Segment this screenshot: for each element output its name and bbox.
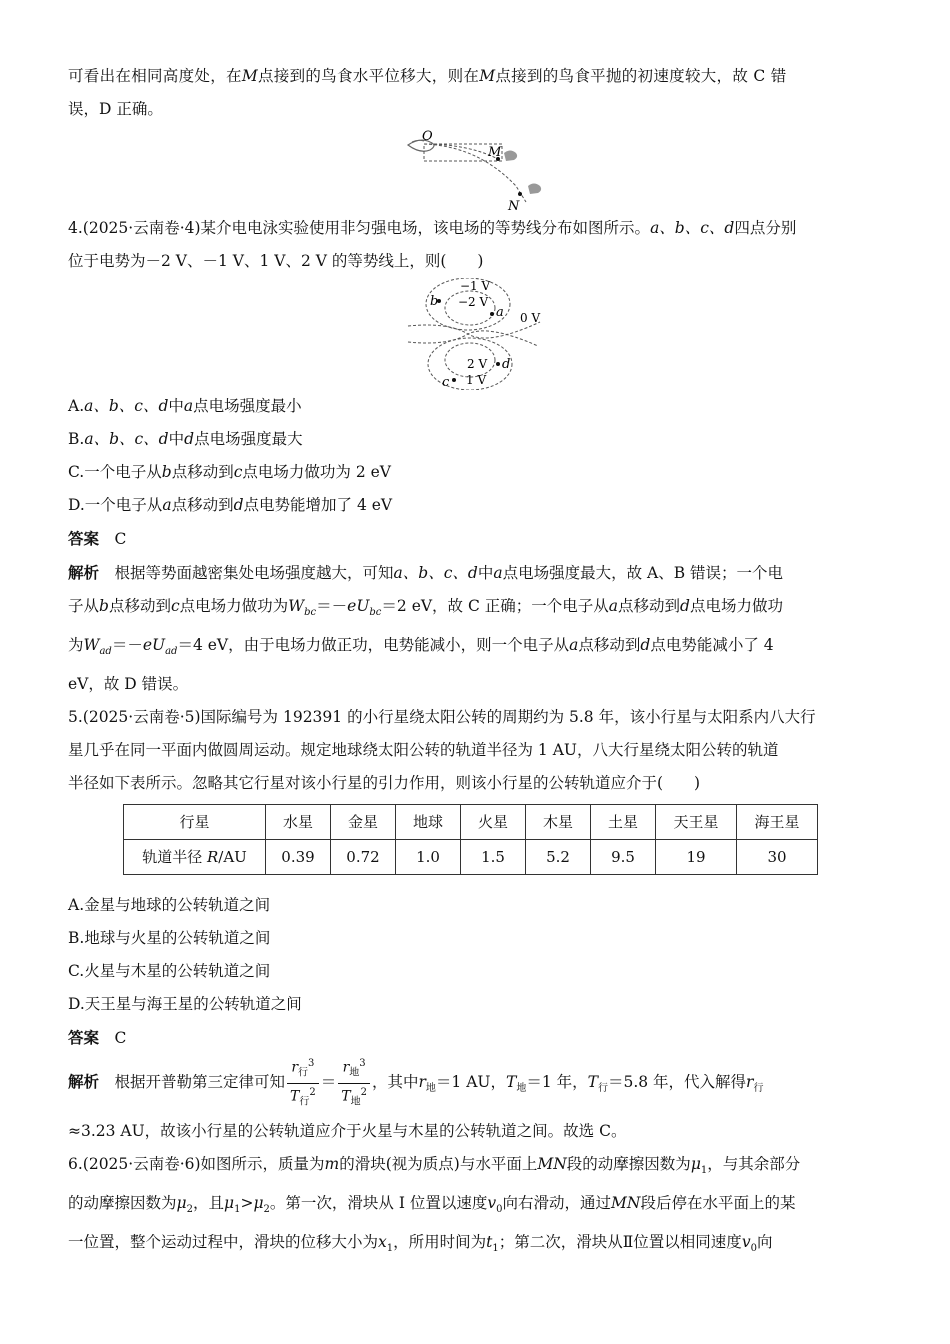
table-row [124,840,818,875]
q4-explanation-line-3: 为$W_{ad}=-eU_{ad}=4$ eV，由于电场力做正功，电势能减小，则一个电子从a点移动到d点电势能减小了 4 [68,636,774,658]
equipotential-figure [68,278,884,390]
label-2v: 2 V [467,357,488,371]
q4-option-c: C.一个电子从b点移动到c点电场力做功为 2 eV [68,463,391,481]
q5-answer: 答案 C [68,1028,127,1048]
q4-stem-line-1: 4.(2025·云南卷·4)某介电电泳实验使用非匀强电场，该电场的等势线分布如图所示。a、b、c、d四点分别 [68,219,797,237]
table-row-label: 轨道半径 R/AU [124,840,266,875]
kepler-fraction-left: $\frac{r_行^3}{T_行^2}$ [287,1055,319,1111]
table-cell: 19 [656,840,737,875]
label-o: O [422,129,433,144]
q4-answer: 答案 C [68,529,127,548]
table-cell: 1.0 [396,840,461,875]
label-m: M [488,145,502,160]
q4-option-d: D.一个电子从a点移动到d点电势能增加了 4 eV [68,496,393,514]
intro-line-2: 误，D 正确。 [68,100,163,118]
label-minus1v: −1 V [460,279,491,293]
q5-explanation-line-1: 解析 根据开普勒第三定律可知 $\frac{r_行^3}{T_行^2}$ ＝ $\frac{r_地^3}{T_地^2}$ ，其中$r_地=1$ AU，$T_地=1$ 年，$T_行=5.8$ 年，代入解得$r_行$ [68,1055,884,1115]
q4-option-b: B.a、b、c、d中d点电场强度最大 [68,430,303,448]
label-a: a [496,305,504,320]
q5-stem-line-3: 半径如下表所示。忽略其它行星对该小行星的引力作用，则该小行星的公转轨道应介于( ) [68,774,701,793]
q4-option-a: A.a、b、c、d中a点电场强度最小 [68,397,302,415]
table-header-cell: 木星 [526,805,591,840]
label-c: c [442,375,450,390]
orbit-radius-table [123,804,818,875]
q5-option-a: A.金星与地球的公转轨道之间 [68,896,271,915]
q4-stem-line-2: 位于电势为－2 V、－1 V、1 V、2 V 的等势线上，则( ) [68,252,484,270]
table-header-cell: 火星 [461,805,526,840]
q5-explanation-line-2: ≈3.23 AU，故该小行星的公转轨道应介于火星与木星的公转轨道之间。故选 C。 [68,1122,627,1141]
table-header-cell: 地球 [396,805,461,840]
table-cell: 0.39 [266,840,331,875]
table-header-cell: 土星 [591,805,656,840]
label-0v: 0 V [520,311,541,325]
label-b: b [430,294,439,309]
table-cell: 30 [737,840,818,875]
q4-explanation-line-2: 子从b点移动到c点电场力做功为$W_{bc}=-eU_{bc}=2$ eV，故 C 正确；一个电子从a点移动到d点电场力做功 [68,597,783,619]
label-minus2v: −2 V [458,295,489,309]
table-cell: 9.5 [591,840,656,875]
document-page [68,60,884,1266]
q5-option-d: D.天王星与海王星的公转轨道之间 [68,995,302,1014]
kepler-fraction-right: $\frac{r_地^3}{T_地^2}$ [338,1055,370,1111]
table-cell: 0.72 [331,840,396,875]
table-header-cell: 金星 [331,805,396,840]
q6-line-3: 一位置，整个运动过程中，滑块的位移大小为$x_1$，所用时间为$t_1$；第二次，滑块从Ⅱ位置以相同速度$v_0$向 [68,1233,773,1255]
table-header-row [124,805,818,840]
table-header-cell: 天王星 [656,805,737,840]
q5-stem-line-1: 5.(2025·云南卷·5)国际编号为 192391 的小行星绕太阳公转的周期约为 5.8 年，该小行星与太阳系内八大行 [68,708,816,727]
q4-explanation-line-4: eV，故 D 错误。 [68,675,189,694]
q5-option-c: C.火星与木星的公转轨道之间 [68,962,271,981]
label-1v: 1 V [466,373,487,387]
intro-line-1: 可看出在相同高度处，在M点接到的鸟食水平位移大，则在M点接到的鸟食平抛的初速度较大，故 C 错 [68,67,787,85]
q4-explanation-line-1: 解析 根据等势面越密集处电场强度越大，可知a、b、c、d中a点电场强度最大，故 A、B 错误；一个电 [68,563,784,582]
table-header-cell: 海王星 [737,805,818,840]
q6-line-2: 的动摩擦因数为$\mu_2$，且$\mu_1>\mu_2$。第一次，滑块从 Ⅰ 位置以速度$v_0$向右滑动，通过MN段后停在水平面上的某 [68,1194,796,1216]
label-d: d [502,357,511,372]
table-header-cell: 水星 [266,805,331,840]
table-cell: 5.2 [526,840,591,875]
table-cell: 1.5 [461,840,526,875]
q6-line-1: 6.(2025·云南卷·6)如图所示，质量为m的滑块(视为质点)与水平面上MN段的动摩擦因数为$\mu_1$，与其余部分 [68,1155,801,1177]
trajectory-figure [68,126,884,212]
table-header-cell: 行星 [124,805,266,840]
label-n: N [508,199,520,212]
q5-option-b: B.地球与火星的公转轨道之间 [68,929,271,948]
q5-stem-line-2: 星几乎在同一平面内做圆周运动。规定地球绕太阳公转的轨道半径为 1 AU，八大行星绕太阳公转的轨道 [68,741,779,760]
